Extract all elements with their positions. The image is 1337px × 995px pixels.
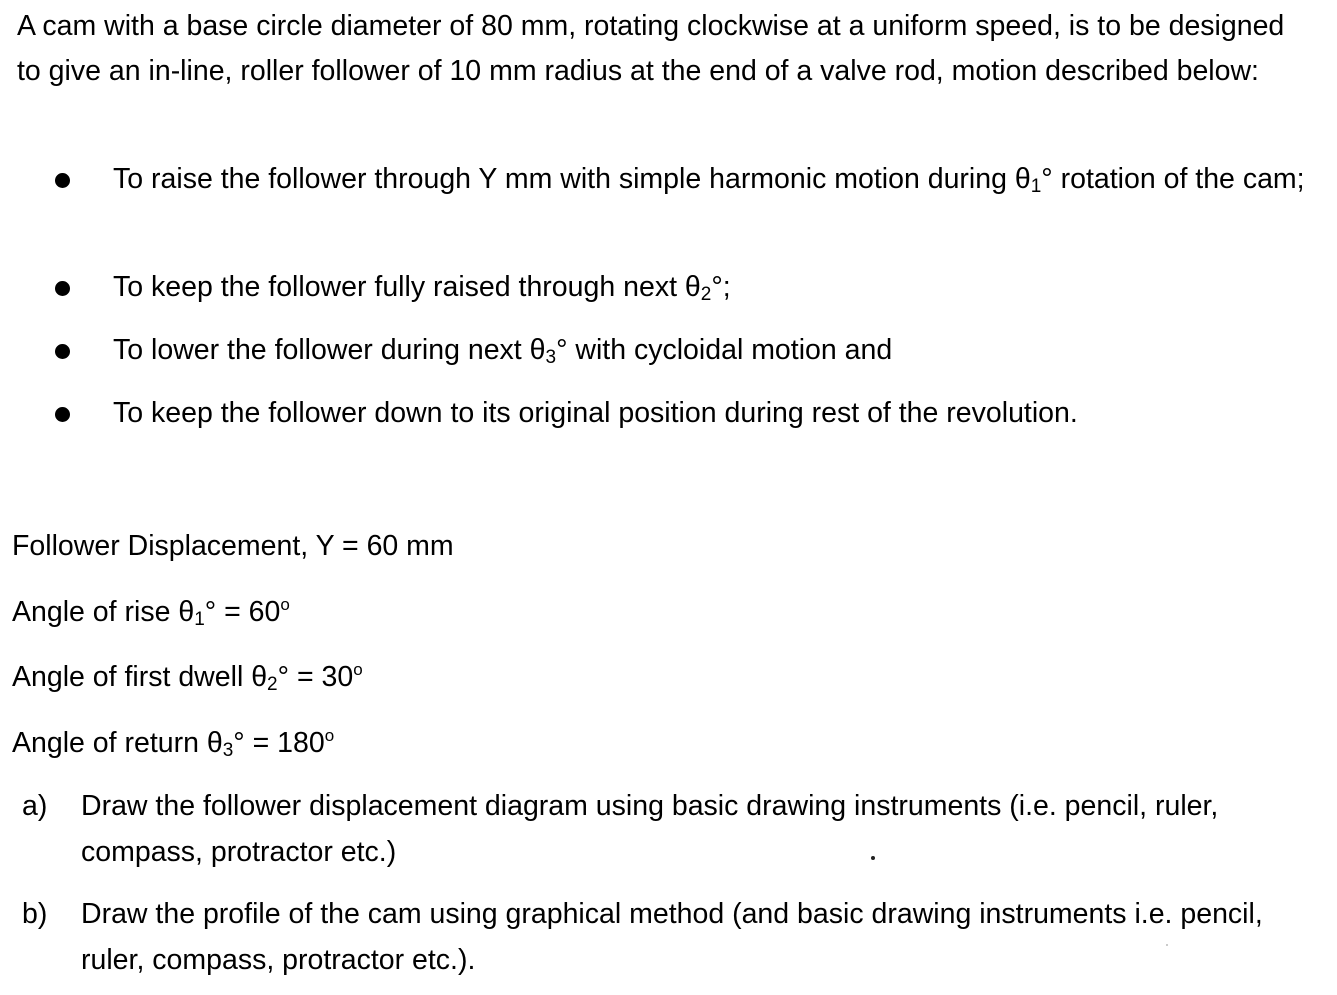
task-text: Draw the follower displacement diagram using basic drawing instruments (i.e. pencil, ruler, compass, protractor etc.): [81, 790, 1219, 868]
bullet-text: To keep the follower down to its original position during rest of the revolution.: [113, 397, 1078, 429]
follower-displacement: Follower Displacement, Y = 60 mm: [12, 530, 454, 562]
task-letter: a): [22, 790, 48, 822]
bullet-icon: [55, 173, 70, 188]
scan-speck: [1166, 944, 1168, 946]
task-text: Draw the profile of the cam using graphical method (and basic drawing instruments i.e. pencil, ruler, compass, protractor etc.).: [81, 898, 1263, 976]
bullet-icon: [55, 281, 70, 296]
bullet-icon: [55, 407, 70, 422]
angle-of-rise: Angle of rise $\theta 1^\circ = 60^o$: [12, 595, 290, 630]
angle-of-first-dwell: Angle of first dwell $\theta 2^\circ = 30^o$: [12, 660, 363, 695]
angle-of-return: Angle of return $\theta 3^\circ = 180^o$: [12, 726, 335, 761]
bullet-text: To keep the follower fully raised through next θ2°;: [113, 271, 731, 305]
problem-intro: A cam with a base circle diameter of 80 mm, rotating clockwise at a uniform speed, is to be designed to give an in-line, roller follower of 10 mm radius at the end of a valve rod, motion described below:: [17, 10, 1285, 87]
bullet-text: To raise the follower through Y mm with simple harmonic motion during θ1° rotation of the cam;: [113, 163, 1305, 197]
bullet-icon: [55, 344, 70, 359]
scan-speck: [871, 856, 875, 860]
task-letter: b): [22, 898, 48, 930]
bullet-text: To lower the follower during next θ3° with cycloidal motion and: [113, 334, 893, 368]
